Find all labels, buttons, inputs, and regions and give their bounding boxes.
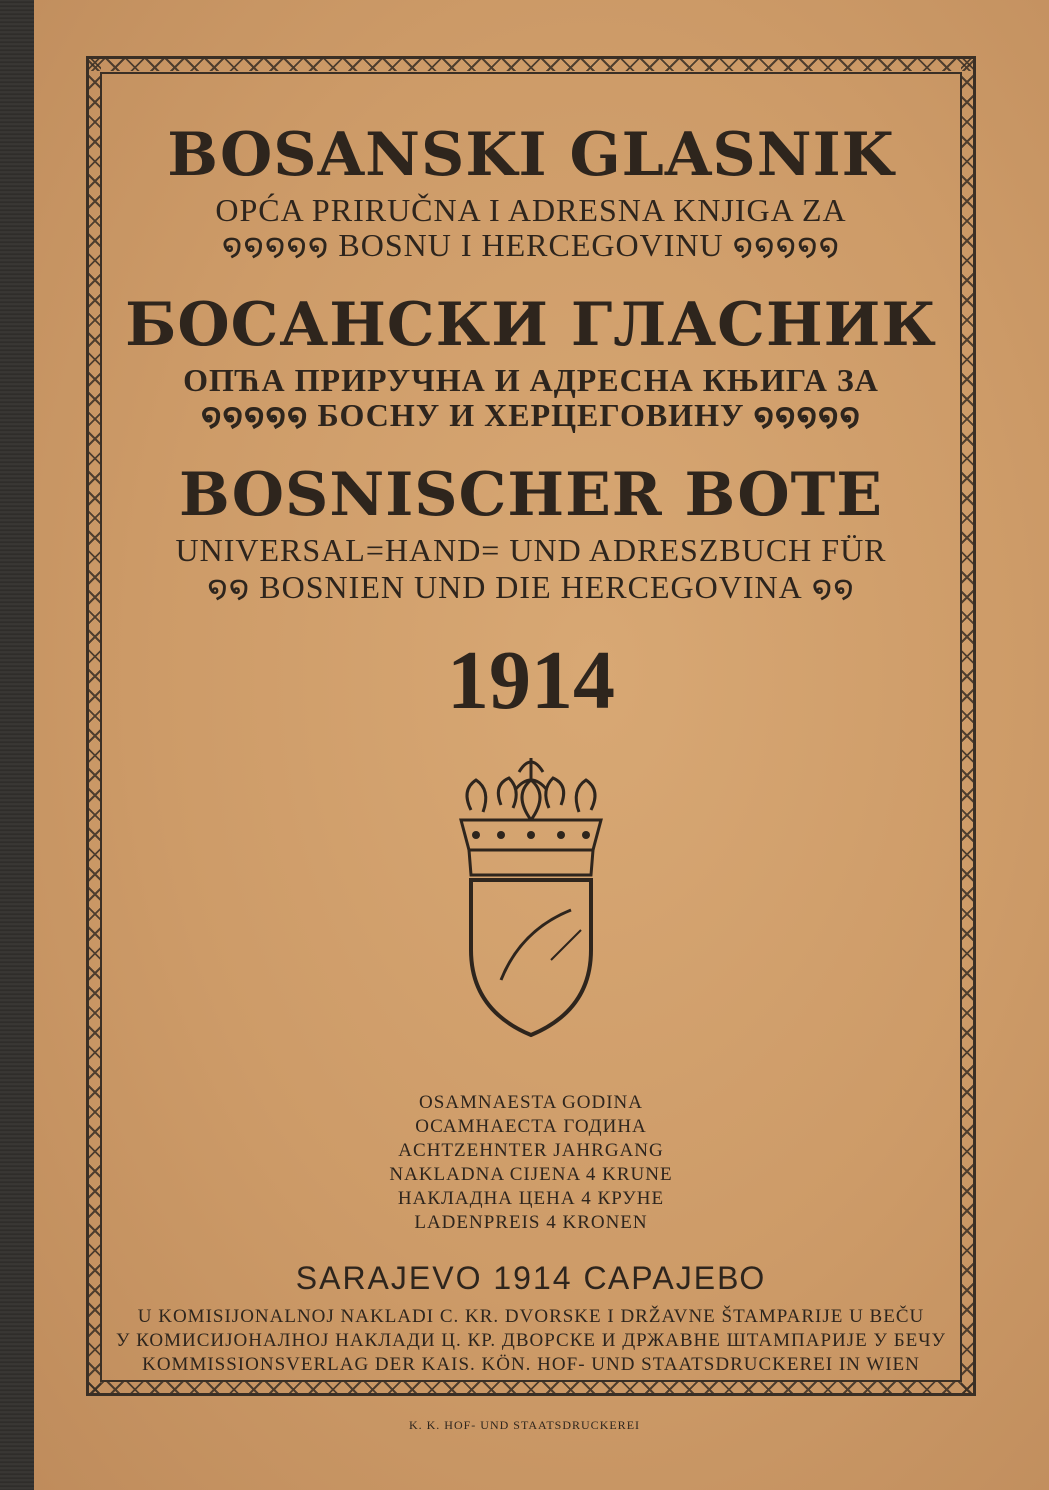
edition-line: NAKLADNA CIJENA 4 KRUNE bbox=[389, 1164, 673, 1185]
border-pattern-top bbox=[89, 59, 973, 71]
edition-line: ОСАМНАЕСТА ГОДИНА bbox=[415, 1116, 647, 1137]
subtitle-cyrillic-2: БОСНУ И ХЕРЦЕГОВИНУ bbox=[317, 397, 745, 433]
edition-line: OSAMNAESTA GODINA bbox=[419, 1092, 643, 1113]
printer-imprint: K. K. HOF- UND STAATSDRUCKEREI bbox=[408, 1418, 641, 1432]
publisher-line: KOMMISSIONSVERLAG DER KAIS. KÖN. HOF- UND STAATSDRUCKEREI IN WIEN bbox=[142, 1354, 920, 1375]
subtitle-cyrillic-2-row bbox=[110, 396, 952, 434]
border-pattern-bottom bbox=[89, 1381, 973, 1393]
publisher-line: U KOMISIJONALNOJ NAKLADI C. KR. DVORSKE I DRŽAVNE ŠTAMPARIJE U BEČU bbox=[137, 1306, 925, 1327]
subtitle-cyrillic-1: ОПЋА ПРИРУЧНА И АДРЕСНА КЊИГА ЗА bbox=[183, 362, 879, 398]
subtitle-german-2-row bbox=[110, 568, 952, 606]
subtitle-german-2: BOSNIEN UND DIE HERCEGOVINA bbox=[259, 569, 803, 605]
edition-line: ACHTZEHNTER JAHRGANG bbox=[398, 1140, 664, 1161]
swirl-ornament-icon: ໑໑ bbox=[802, 569, 855, 605]
year: 1914 bbox=[447, 634, 615, 727]
cover-content bbox=[110, 80, 952, 1375]
swirl-ornament-icon: ໑໑໑໑໑ bbox=[221, 227, 339, 263]
title-latin: BOSANSKI GLASNIK bbox=[167, 120, 895, 190]
border-pattern-right bbox=[961, 59, 973, 1393]
edition-line: LADENPREIS 4 KRONEN bbox=[414, 1212, 648, 1233]
subtitle-latin-2-row bbox=[110, 226, 952, 264]
title-cyrillic: БОСАНСКИ ГЛАСНИК bbox=[125, 290, 937, 360]
subtitle-german-1: UNIVERSAL=HAND= UND ADRESZBUCH FÜR bbox=[175, 532, 887, 568]
subtitle-latin-1: OPĆA PRIRUČNA I ADRESNA KNJIGA ZA bbox=[215, 192, 847, 228]
swirl-ornament-icon: ໑໑ bbox=[207, 569, 260, 605]
subtitle-latin-2: BOSNU I HERCEGOVINU bbox=[338, 227, 724, 263]
edition-line: НАКЛАДНА ЦЕНА 4 КРУНЕ bbox=[397, 1188, 665, 1209]
swirl-ornament-icon: ໑໑໑໑໑ bbox=[201, 397, 318, 433]
swirl-ornament-icon: ໑໑໑໑໑ bbox=[744, 397, 861, 433]
publisher-line: У КОМИСИЈОНАЛНОЈ НАКЛАДИ Ц. КР. ДВОРСКЕ И ДРЖАВНЕ ШТАМПАРИЈЕ У БЕЧУ bbox=[115, 1330, 947, 1351]
city-year: SARAJEVO 1914 САРАЈЕВО bbox=[295, 1260, 767, 1296]
book-spine bbox=[0, 0, 36, 1490]
coat-of-arms-icon bbox=[431, 750, 631, 1040]
title-german: BOSNISCHER BOTE bbox=[178, 460, 884, 530]
swirl-ornament-icon: ໑໑໑໑໑ bbox=[723, 227, 841, 263]
